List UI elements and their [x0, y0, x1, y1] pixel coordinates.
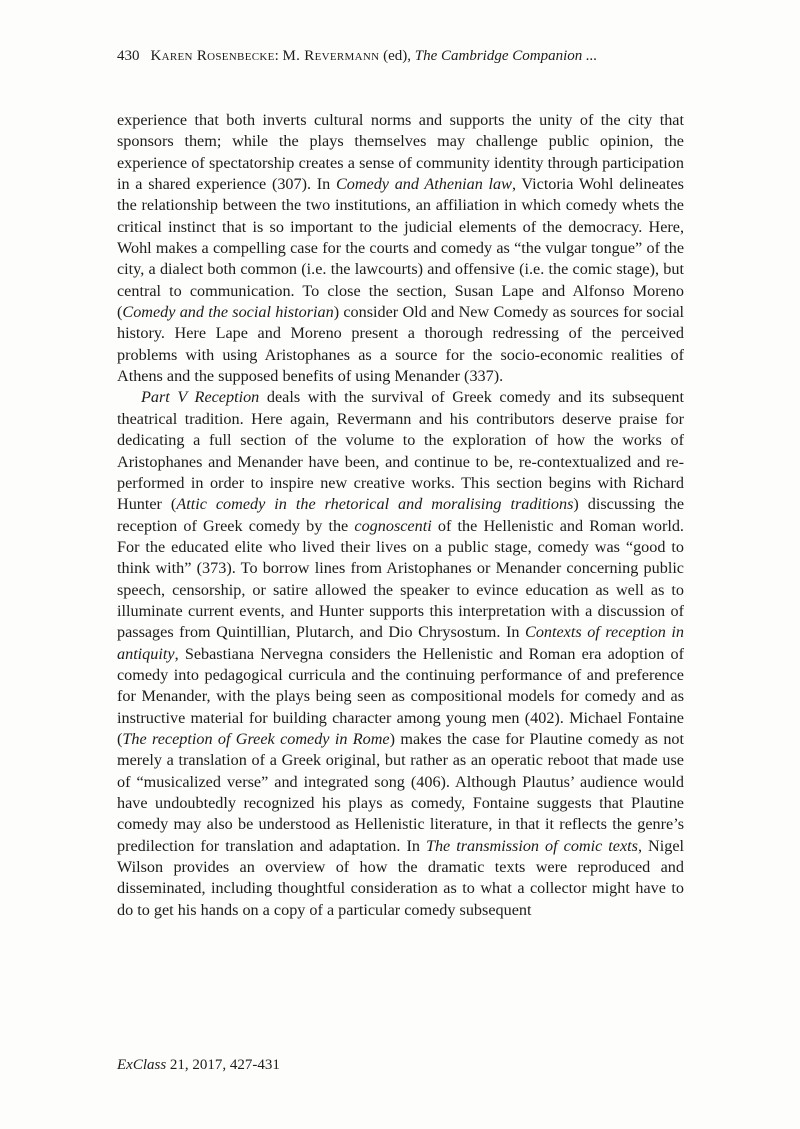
running-title: Karen Rosenbecke: M. Revermann (ed), The Cambridge Companion ... — [150, 48, 598, 64]
journal-footer: ExClass 21, 2017, 427-431 — [117, 1057, 280, 1073]
paragraph-2: Part V Reception deals with the survival of Greek comedy and its subsequent theatrical tradition. Here again, Revermann and his contributors deserve praise for dedicating a full section of the volume to the exploration of how the works of Aristophanes and Menander have been, and continue to be, re-contextualized and re-performed in order to inspire new creative works. This section begins with Richard Hunter (Attic comedy in the rhetorical and moralising traditions) discussing the reception of Greek comedy by the cognoscenti of the Hellenistic and Roman world. For the educated elite who lived their lives on a public stage, comedy was “good to think with” (373). To borrow lines from Aristophanes or Menander concerning public speech, censorship, or satire allowed the speaker to evince education as well as to illuminate current events, and Hunter supports this interpretation with a discussion of passages from Quintillian, Plutarch, and Dio Chrysostum. In Contexts of reception in antiquity, Sebastiana Nervegna considers the Hellenistic and Roman era adoption of comedy into pedagogical curricula and the continuing performance of and preference for Menander, with the plays being seen as compositional models for comedy and as instructive material for building character among young men (402). Michael Fontaine (The reception of Greek comedy in Rome) makes the case for Plautine comedy as not merely a translation of a Greek original, but rather as an operatic reboot that made use of “musicalized verse” and integrated song (406). Although Plautus’ audience would have undoubtedly recognized his plays as comedy, Fontaine suggests that Plautine comedy may also be understood as Hellenistic literature, in that it reflects the genre’s predilection for translation and adaptation. In The transmission of comic texts, Nigel Wilson provides an overview of how the dramatic texts were reproduced and disseminated, including thoughtful consideration as to what a collector might have to do to get his hands on a copy of a particular comedy subsequent — [117, 388, 685, 919]
page-number: 430 — [117, 48, 140, 64]
page-header — [117, 48, 683, 65]
paragraph-1: experience that both inverts cultural norms and supports the unity of the city that sponsors them; while the plays themselves may challenge public opinion, the experience of spectatorship creates a sense of community identity through participation in a shared experience (307). In Comedy and Athenian law, Victoria Wohl delineates the relationship between the two institutions, an affiliation in which comedy whets the critical instinct that is so important to the judicial elements of the democracy. Here, Wohl makes a compelling case for the courts and comedy as “the vulgar tongue” of the city, a dialect both common (i.e. the lawcourts) and offensive (i.e. the comic stage), but central to communication. To close the section, Susan Lape and Alfonso Moreno (Comedy and the social historian) consider Old and New Comedy as sources for social history. Here Lape and Moreno present a thorough redressing of the perceived problems with using Aristophanes as a source for the socio-economic realities of Athens and the supposed benefits of using Menander (337). — [117, 111, 685, 386]
body-text — [117, 110, 684, 921]
